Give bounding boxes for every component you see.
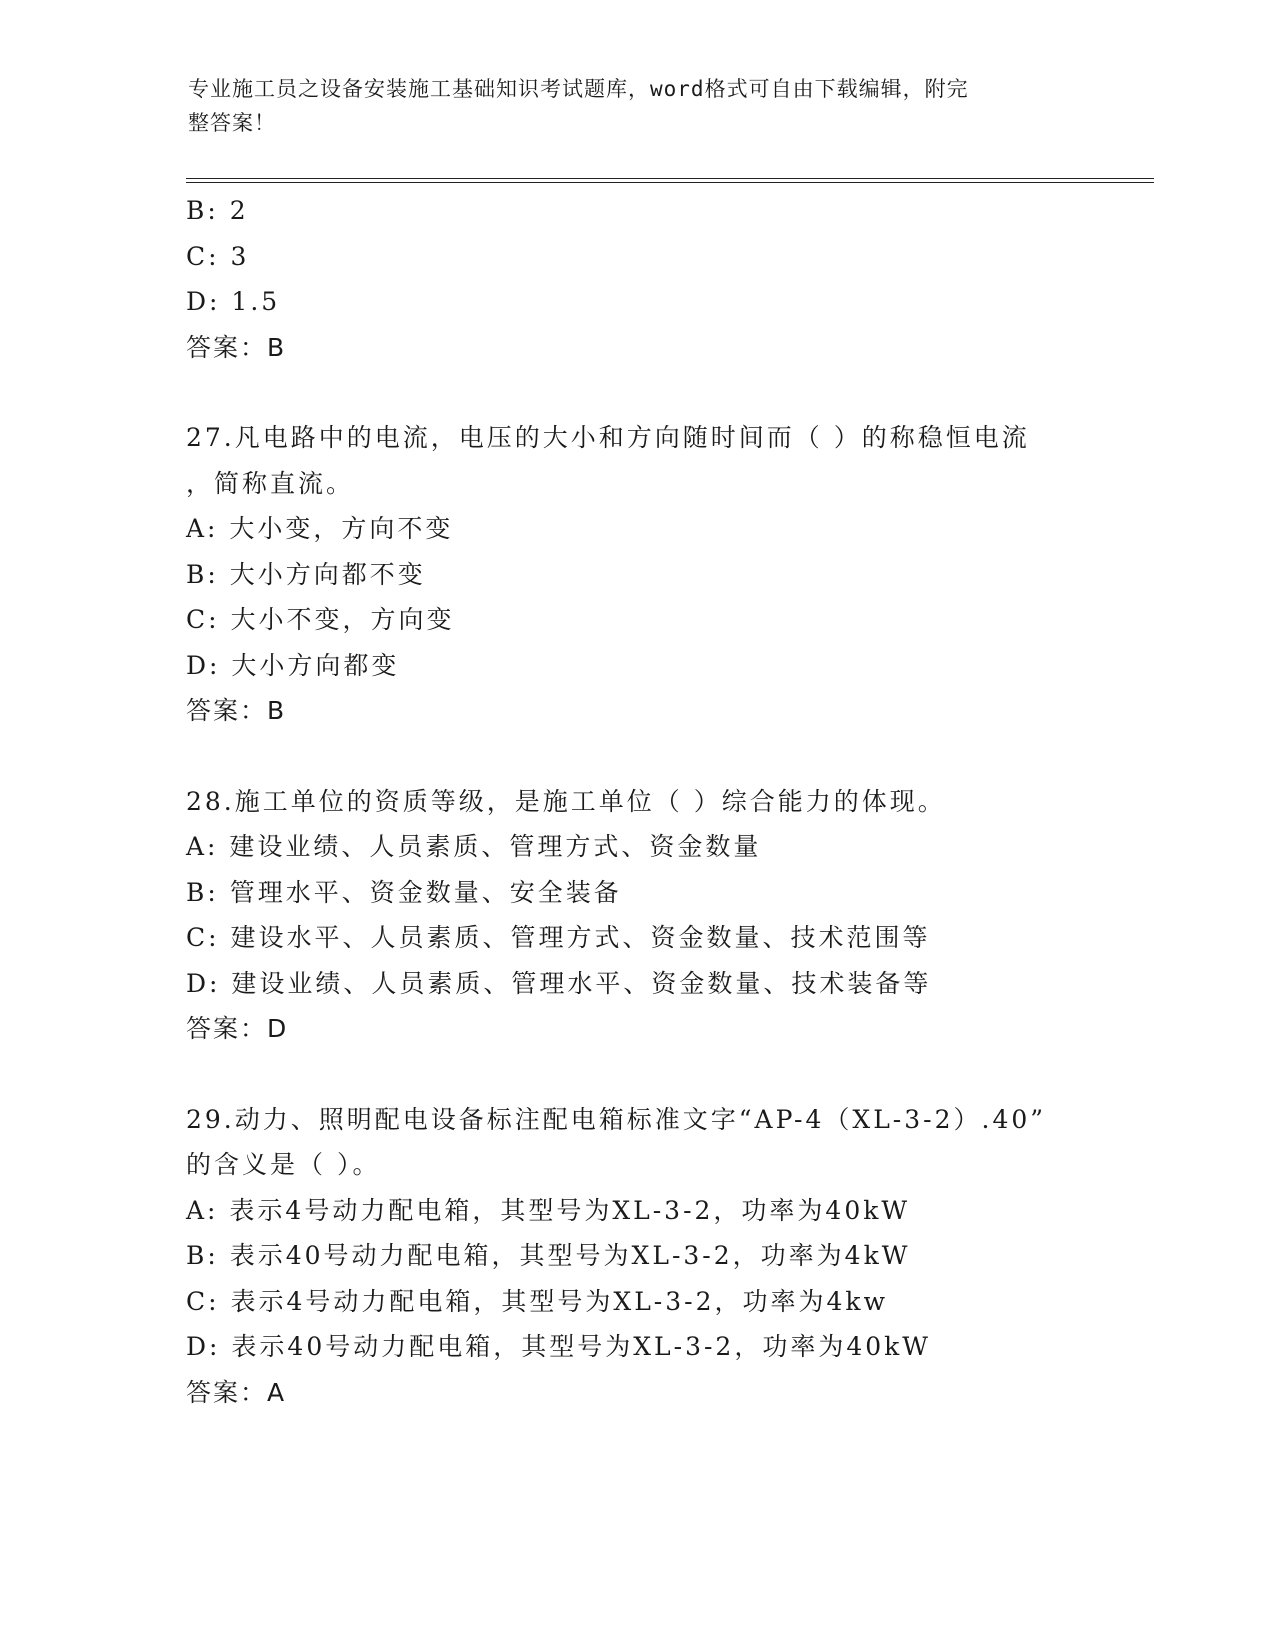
answer: 答案：B <box>186 696 287 725</box>
option-c: C: 建设水平、人员素质、管理方式、资金数量、技术范围等 <box>186 923 931 952</box>
spacer <box>186 370 1086 415</box>
option-d: D: 大小方向都变 <box>186 650 400 680</box>
question-stem-continued: 的含义是（ ）。 <box>186 1150 381 1179</box>
answer: 答案：B <box>186 332 287 362</box>
spacer <box>186 734 1086 779</box>
question-29 <box>186 1097 1086 1416</box>
question-28 <box>186 779 1086 1052</box>
option-b: B: 2 <box>186 196 249 225</box>
question-list <box>186 188 1086 1415</box>
option-c: C: 3 <box>186 241 250 271</box>
option-c: C: 表示4号动力配电箱，其型号为XL-3-2，功率为4kw <box>186 1286 888 1316</box>
question-stem-continued: ，简称直流。 <box>186 468 355 498</box>
header-line-2: 整答案！ <box>188 111 276 135</box>
option-d: D: 1.5 <box>186 287 281 316</box>
option-b: B: 表示40号动力配电箱，其型号为XL-3-2，功率为4kW <box>186 1241 911 1270</box>
option-b: B: 管理水平、资金数量、安全装备 <box>186 877 622 907</box>
document-header <box>188 72 1068 140</box>
option-a: A: 大小变，方向不变 <box>186 514 454 543</box>
question-stem: 28.施工单位的资质等级，是施工单位（ ）综合能力的体现。 <box>186 786 946 816</box>
header-divider-bottom <box>186 182 1154 183</box>
question-26 <box>186 188 1086 370</box>
option-b: B: 大小方向都不变 <box>186 559 426 589</box>
question-27 <box>186 415 1086 734</box>
option-a: A: 建设业绩、人员素质、管理方式、资金数量 <box>186 832 762 861</box>
option-a: A: 表示4号动力配电箱，其型号为XL-3-2，功率为40kW <box>186 1195 911 1225</box>
answer: 答案：D <box>186 1014 289 1043</box>
question-stem: 27.凡电路中的电流，电压的大小和方向随时间而（ ）的称稳恒电流 <box>186 423 1030 452</box>
option-c: C: 大小不变，方向变 <box>186 605 455 634</box>
answer: 答案：A <box>186 1377 287 1407</box>
option-d: D: 表示40号动力配电箱，其型号为XL-3-2，功率为40kW <box>186 1332 931 1361</box>
option-d: D: 建设业绩、人员素质、管理水平、资金数量、技术装备等 <box>186 968 932 998</box>
header-line-1: 专业施工员之设备安装施工基础知识考试题库，word格式可自由下载编辑，附完 <box>188 77 969 101</box>
spacer <box>186 1052 1086 1097</box>
header-divider-top <box>186 178 1154 179</box>
question-stem: 29.动力、照明配电设备标注配电箱标准文字“AP-4（XL-3-2）.40” <box>186 1104 1047 1134</box>
